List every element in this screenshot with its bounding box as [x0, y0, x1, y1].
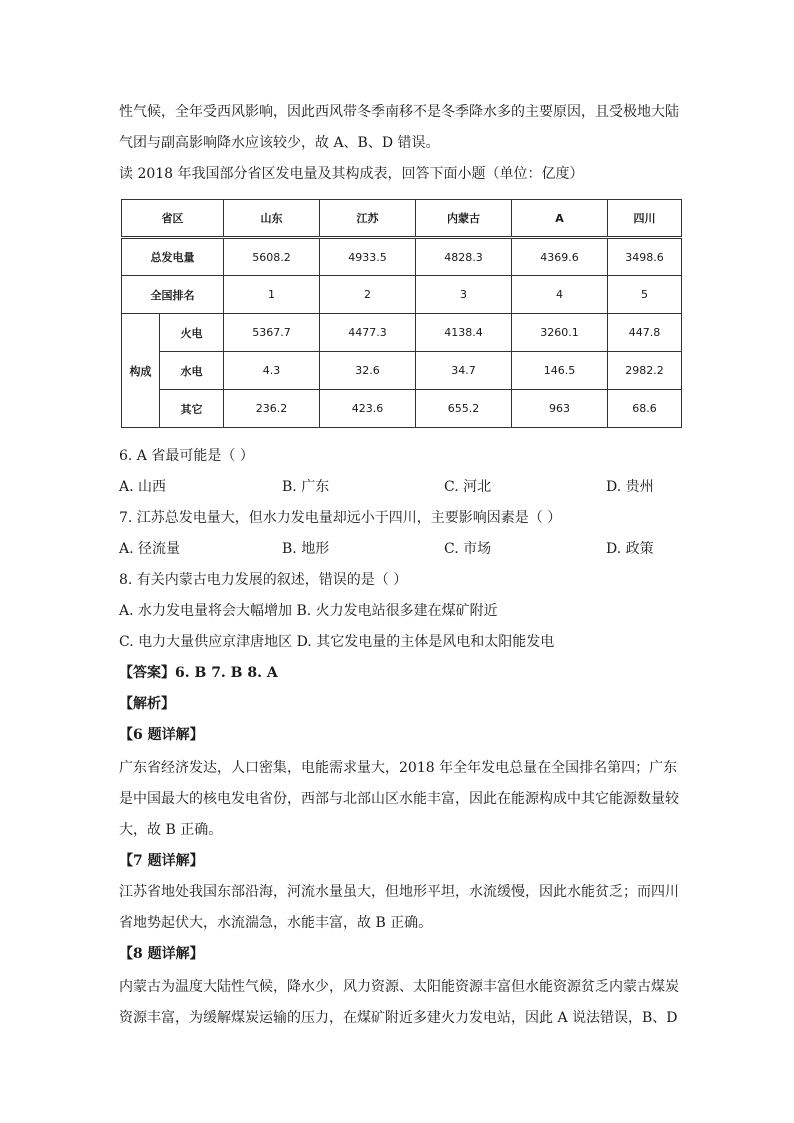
table-cell: 3: [416, 276, 512, 314]
analysis-heading: 【解析】: [119, 696, 175, 712]
header-cell: 四川: [608, 200, 682, 238]
table-cell: 5: [608, 276, 682, 314]
table-cell: 4828.3: [416, 238, 512, 276]
option-7b: B. 地形: [282, 541, 330, 557]
table-cell: 3260.1: [512, 314, 608, 352]
table-cell: 4.3: [224, 352, 320, 390]
table-cell: 423.6: [320, 390, 416, 428]
detail-8-line: 内蒙古为温度大陆性气候，降水少，风力资源、太阳能资源丰富但水能资源贫乏内蒙古煤炭: [119, 979, 679, 995]
row-label: 总发电量: [122, 238, 224, 276]
table-cell: 34.7: [416, 352, 512, 390]
option-7c: C. 市场: [444, 541, 492, 557]
question-7-stem: 7. 江苏总发电量大，但水力发电量却远小于四川，主要影响因素是（ ）: [119, 510, 562, 526]
table-cell: 1: [224, 276, 320, 314]
detail-6-line: 广东省经济发达，人口密集，电能需求量大，2018 年全年发电总量在全国排名第四；广东: [119, 760, 678, 776]
table-intro: 读 2018 年我国部分省区发电量及其构成表，回答下面小题（单位：亿度）: [119, 166, 584, 182]
answer-line: 【答案】6. B 7. B 8. A: [119, 665, 278, 681]
option-7d: D. 政策: [606, 541, 654, 557]
table-cell: 4477.3: [320, 314, 416, 352]
text-line: 气团与副高影响降水应该较少，故 A、B、D 错误。: [119, 135, 440, 151]
option-6b: B. 广东: [282, 479, 330, 495]
option-7a: A. 径流量: [119, 541, 181, 557]
table-cell: 4933.5: [320, 238, 416, 276]
row-label: 水电: [160, 352, 224, 390]
table-cell: 68.6: [608, 390, 682, 428]
option-6d: D. 贵州: [606, 479, 654, 495]
table-cell: 236.2: [224, 390, 320, 428]
header-cell: 山东: [224, 200, 320, 238]
options-8cd: C. 电力大量供应京津唐地区 D. 其它发电量的主体是风电和太阳能发电: [119, 634, 555, 650]
table-cell: 2: [320, 276, 416, 314]
header-cell: 省区: [122, 200, 224, 238]
group-label: 构成: [122, 314, 160, 428]
table-cell: 5367.7: [224, 314, 320, 352]
table-row: [122, 276, 682, 314]
table-cell: 4: [512, 276, 608, 314]
table-row: [122, 238, 682, 276]
row-label: 全国排名: [122, 276, 224, 314]
table-cell: 3498.6: [608, 238, 682, 276]
detail-7-line: 省地势起伏大，水流湍急，水能丰富，故 B 正确。: [119, 915, 433, 931]
table-cell: 447.8: [608, 314, 682, 352]
detail-7-heading: 【7 题详解】: [119, 853, 204, 869]
table-cell: 146.5: [512, 352, 608, 390]
table-header-row: [122, 200, 682, 238]
header-cell: 内蒙古: [416, 200, 512, 238]
power-generation-table: [121, 199, 682, 428]
detail-6-line: 大，故 B 正确。: [119, 822, 223, 838]
row-label: 火电: [160, 314, 224, 352]
table-row: [122, 314, 682, 352]
options-8ab: A. 水力发电量将会大幅增加 B. 火力发电站很多建在煤矿附近: [119, 603, 498, 619]
table-cell: 963: [512, 390, 608, 428]
option-6c: C. 河北: [444, 479, 492, 495]
header-cell: 江苏: [320, 200, 416, 238]
table-cell: 4369.6: [512, 238, 608, 276]
row-label: 其它: [160, 390, 224, 428]
table-cell: 4138.4: [416, 314, 512, 352]
table-cell: 32.6: [320, 352, 416, 390]
detail-8-line: 资源丰富，为缓解煤炭运输的压力，在煤矿附近多建火力发电站，因此 A 说法错误，B、D: [119, 1010, 678, 1026]
header-cell: A: [512, 200, 608, 238]
option-6a: A. 山西: [119, 479, 167, 495]
detail-8-heading: 【8 题详解】: [119, 946, 204, 962]
detail-6-heading: 【6 题详解】: [119, 727, 204, 743]
table-cell: 5608.2: [224, 238, 320, 276]
table-cell: 655.2: [416, 390, 512, 428]
text-line: 性气候，全年受西风影响，因此西风带冬季南移不是冬季降水多的主要原因，且受极地大陆: [119, 104, 679, 120]
detail-6-line: 是中国最大的核电发电省份，西部与北部山区水能丰富，因此在能源构成中其它能源数量较: [119, 791, 679, 807]
question-6-stem: 6. A 省最可能是（ ）: [119, 448, 254, 464]
table-row: [122, 390, 682, 428]
question-8-stem: 8. 有关内蒙古电力发展的叙述，错误的是（ ）: [119, 572, 408, 588]
detail-7-line: 江苏省地处我国东部沿海，河流水量虽大，但地形平坦，水流缓慢，因此水能贫乏；而四川: [119, 884, 679, 900]
table-cell: 2982.2: [608, 352, 682, 390]
table-row: [122, 352, 682, 390]
